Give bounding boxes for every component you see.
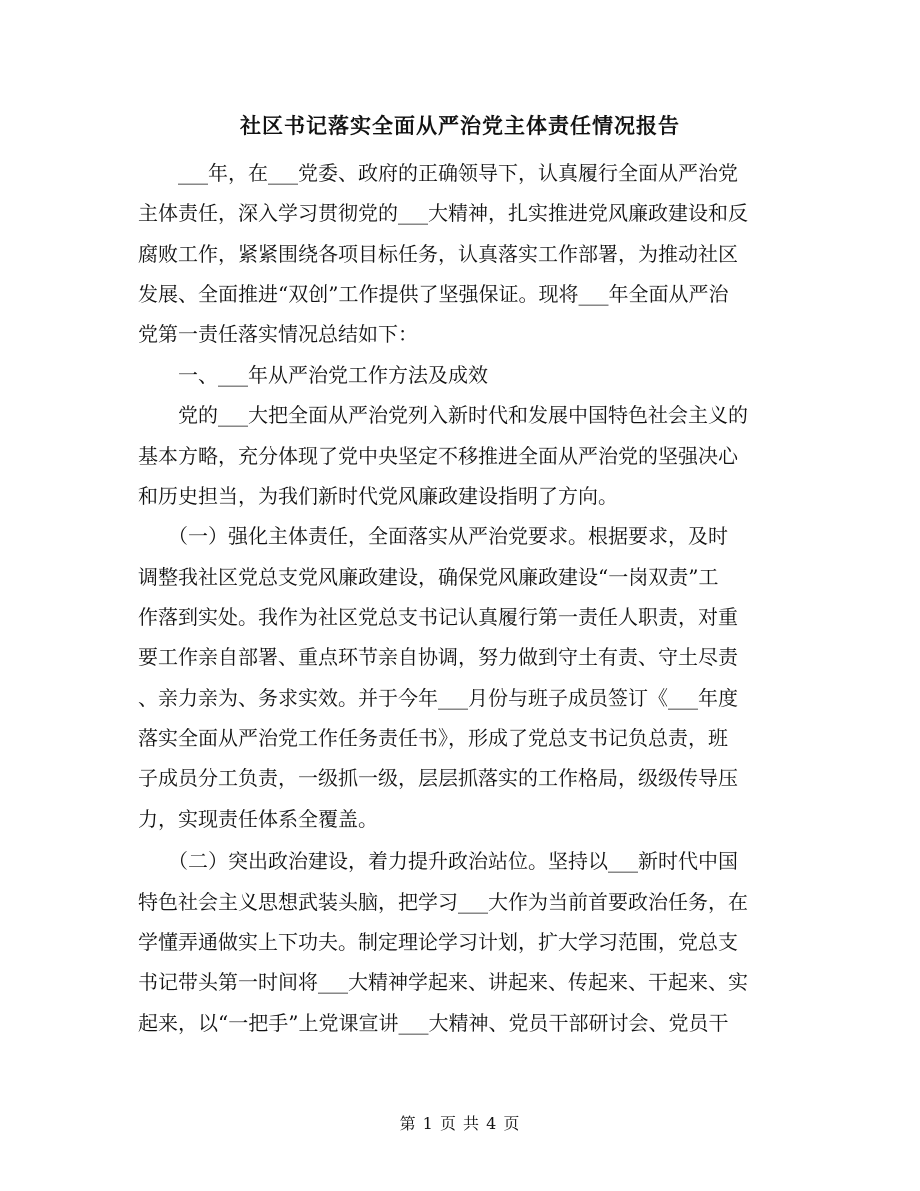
body-line: 基本方略，充分体现了党中央坚定不移推进全面从严治党的坚强决心 [138, 444, 738, 468]
body-line: 主体责任，深入学习贯彻党的___大精神，扎实推进党风廉政建设和反 [138, 201, 748, 225]
body-line: 要工作亲自部署、重点环节亲自协调，努力做到守土有责、守土尽责 [138, 645, 738, 669]
body-line: 学懂弄通做实上下功夫。制定理论学习计划，扩大学习范围，党总支 [138, 930, 738, 954]
body-line: 党第一责任落实情况总结如下： [138, 322, 418, 346]
document-title: 社区书记落实全面从严治党主体责任情况报告 [240, 113, 680, 138]
body-line: 作落到实处。我作为社区党总支书记认真履行第一责任人职责，对重 [138, 605, 738, 629]
page-number: 第 1 页 共 4 页 [399, 1114, 521, 1133]
body-line: （一）强化主体责任，全面落实从严治党要求。根据要求，及时 [138, 524, 728, 548]
section-heading: 一、___年从严治党工作方法及成效 [138, 363, 488, 387]
body-line: 起来，以“一把手”上党课宣讲___大精神、党员干部研讨会、党员干 [138, 1011, 729, 1035]
body-line: 调整我社区党总支党风廉政建设，确保党风廉政建设“一岗双责”工 [138, 565, 719, 589]
body-line: 和历史担当，为我们新时代党风廉政建设指明了方向。 [138, 484, 618, 508]
body-line: ___年，在___党委、政府的正确领导下，认真履行全面从严治党 [138, 161, 738, 185]
body-line: 子成员分工负责，一级抓一级，层层抓落实的工作格局，级级传导压 [138, 766, 738, 790]
body-line: 、亲力亲为、务求实效。并于今年___月份与班子成员签订《___年度 [138, 686, 738, 710]
body-line: 力，实现责任体系全覆盖。 [138, 807, 378, 831]
body-line: （二）突出政治建设，着力提升政治站位。坚持以___新时代中国 [138, 849, 738, 873]
body-line: 腐败工作，紧紧围绕各项目标任务，认真落实工作部署，为推动社区 [138, 242, 738, 266]
body-line: 落实全面从严治党工作任务责任书》，形成了党总支书记负总责，班 [138, 726, 728, 750]
body-line: 党的___大把全面从严治党列入新时代和发展中国特色社会主义的 [138, 403, 748, 427]
body-line: 特色社会主义思想武装头脑，把学习___大作为当前首要政治任务，在 [138, 890, 748, 914]
body-line: 书记带头第一时间将___大精神学起来、讲起来、传起来、干起来、实 [138, 970, 748, 994]
body-line: 发展、全面推进“双创”工作提供了坚强保证。现将___年全面从严治 [138, 282, 729, 306]
